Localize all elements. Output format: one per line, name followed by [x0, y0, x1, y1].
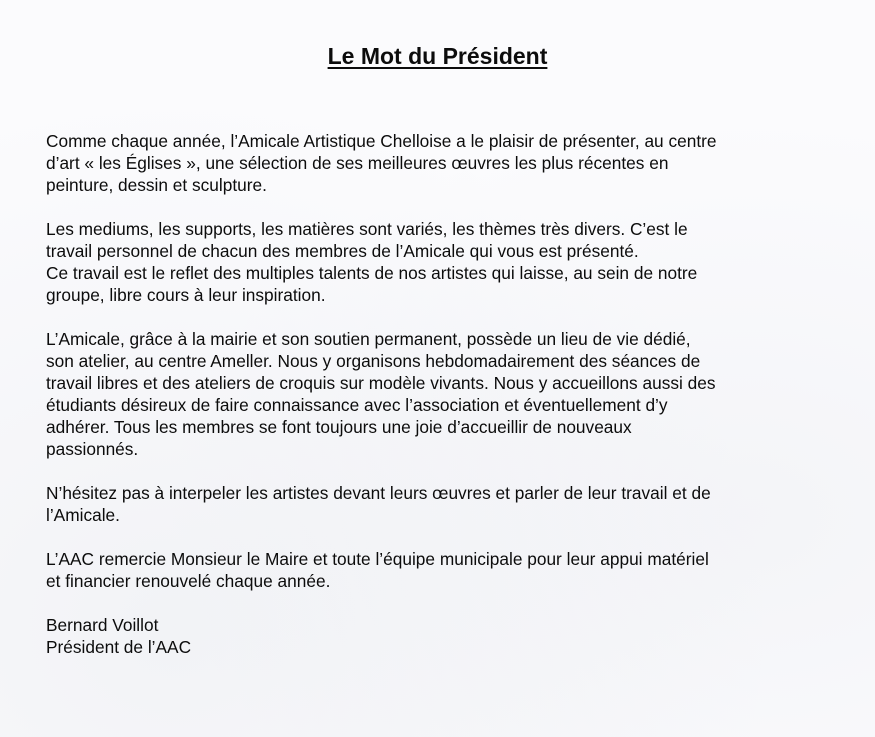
- paragraph-intro: [46, 130, 866, 196]
- text-line: passionnés.: [46, 439, 139, 459]
- paragraph-gap: [46, 526, 866, 548]
- text-line: Comme chaque année, l’Amicale Artistique Chelloise a le plaisir de présenter, au centre: [46, 131, 717, 151]
- text-line: L’AAC remercie Monsieur le Maire et toute l’équipe municipale pour leur appui matériel: [46, 549, 709, 569]
- paragraph-gap: [46, 460, 866, 482]
- paragraph-thanks: [46, 548, 866, 592]
- document-body: [46, 130, 866, 658]
- text-line: son atelier, au centre Ameller. Nous y organisons hebdomadairement des séances de: [46, 351, 701, 371]
- paragraph-gap: [46, 306, 866, 328]
- paragraph-gap: [46, 196, 866, 218]
- text-line: L’Amicale, grâce à la mairie et son soutien permanent, possède un lieu de vie dédié,: [46, 329, 691, 349]
- paragraph-gap: [46, 592, 866, 614]
- text-line: Ce travail est le reflet des multiples talents de nos artistes qui laisse, au sein de notre: [46, 263, 698, 283]
- page-title: Le Mot du Président: [327, 43, 548, 69]
- text-line: adhérer. Tous les membres se font toujours une joie d’accueillir de nouveaux: [46, 417, 632, 437]
- signature-name: Bernard Voillot: [46, 615, 159, 635]
- text-line: N’hésitez pas à interpeler les artistes devant leurs œuvres et parler de leur travail et de: [46, 483, 711, 503]
- text-line: Les mediums, les supports, les matières sont variés, les thèmes très divers. C’est le: [46, 219, 688, 239]
- text-line: groupe, libre cours à leur inspiration.: [46, 285, 326, 305]
- text-line: travail personnel de chacun des membres de l’Amicale qui vous est présenté.: [46, 241, 639, 261]
- paragraph-mediums: [46, 218, 866, 306]
- text-line: et financier renouvelé chaque année.: [46, 571, 331, 591]
- text-line: peinture, dessin et sculpture.: [46, 175, 267, 195]
- text-line: l’Amicale.: [46, 505, 120, 525]
- text-line: étudiants désireux de faire connaissance avec l’association et éventuellement d’y: [46, 395, 668, 415]
- paragraph-invitation: [46, 482, 866, 526]
- text-line: travail libres et des ateliers de croquis sur modèle vivants. Nous y accueillons aussi des: [46, 373, 716, 393]
- text-line: d’art « les Églises », une sélection de ses meilleures œuvres les plus récentes en: [46, 153, 669, 173]
- signature-role: Président de l’AAC: [46, 637, 192, 657]
- paragraph-atelier: [46, 328, 866, 460]
- signature-block: [46, 614, 866, 658]
